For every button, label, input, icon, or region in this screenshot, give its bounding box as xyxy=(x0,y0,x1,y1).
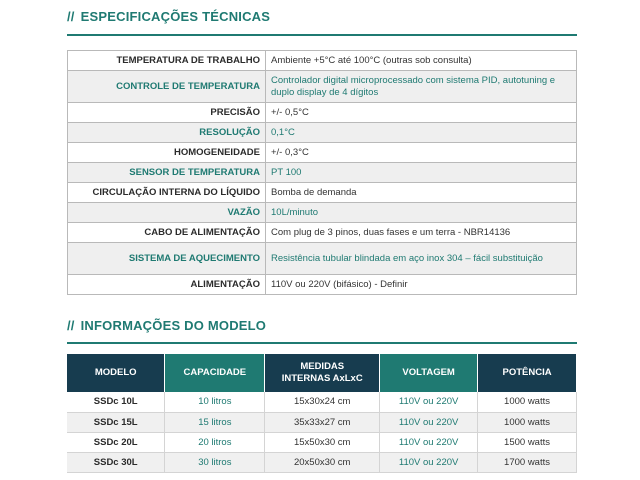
spec-row xyxy=(68,51,577,71)
specs-title-text: ESPECIFICAÇÕES TÉCNICAS xyxy=(80,9,271,24)
specs-table xyxy=(67,50,577,295)
capacity-cell: 20 litros xyxy=(165,432,265,452)
spec-value: Ambiente +5°C até 100°C (outras sob consulta) xyxy=(266,51,577,71)
table-row xyxy=(67,392,577,412)
model-cell: SSDc 20L xyxy=(67,432,165,452)
header-dimensions: MEDIDAS INTERNAS AxLxC xyxy=(265,354,380,392)
section-slashes: // xyxy=(67,318,75,333)
spec-label: PRECISÃO xyxy=(68,103,266,123)
spec-value: Com plug de 3 pinos, duas fases e um terra - NBR14136 xyxy=(266,223,577,243)
spec-label: SENSOR DE TEMPERATURA xyxy=(68,163,266,183)
spec-row xyxy=(68,103,577,123)
header-model: MODELO xyxy=(67,354,165,392)
spec-row xyxy=(68,183,577,203)
spec-row xyxy=(68,203,577,223)
model-table xyxy=(67,354,577,473)
specs-section-title xyxy=(67,9,270,24)
spec-row xyxy=(68,123,577,143)
section-slashes: // xyxy=(67,9,75,24)
power-cell: 1000 watts xyxy=(478,392,577,412)
spec-value: 0,1°C xyxy=(266,123,577,143)
spec-row xyxy=(68,163,577,183)
dims-cell: 35x33x27 cm xyxy=(265,412,380,432)
model-cell: SSDc 10L xyxy=(67,392,165,412)
capacity-cell: 10 litros xyxy=(165,392,265,412)
power-cell: 1000 watts xyxy=(478,412,577,432)
voltage-cell: 110V ou 220V xyxy=(380,452,478,472)
spec-value: Controlador digital microprocessado com sistema PID, autotuning e duplo display de 4 dígitos xyxy=(266,71,577,103)
spec-label: HOMOGENEIDADE xyxy=(68,143,266,163)
spec-label: VAZÃO xyxy=(68,203,266,223)
voltage-cell: 110V ou 220V xyxy=(380,412,478,432)
model-section-title xyxy=(67,318,266,333)
voltage-cell: 110V ou 220V xyxy=(380,432,478,452)
spec-value: 110V ou 220V (bifásico) - Definir xyxy=(266,275,577,295)
power-cell: 1500 watts xyxy=(478,432,577,452)
dims-cell: 15x50x30 cm xyxy=(265,432,380,452)
section-divider xyxy=(67,34,577,36)
spec-label: CABO DE ALIMENTAÇÃO xyxy=(68,223,266,243)
table-row xyxy=(67,432,577,452)
dims-cell: 20x50x30 cm xyxy=(265,452,380,472)
spec-label: ALIMENTAÇÃO xyxy=(68,275,266,295)
header-power: POTÊNCIA xyxy=(478,354,577,392)
model-title-text: INFORMAÇÕES DO MODELO xyxy=(80,318,267,333)
power-cell: 1700 watts xyxy=(478,452,577,472)
spec-value: Resistência tubular blindada em aço inox 304 – fácil substituição xyxy=(266,243,577,275)
spec-value: +/- 0,3°C xyxy=(266,143,577,163)
spec-label: RESOLUÇÃO xyxy=(68,123,266,143)
voltage-cell: 110V ou 220V xyxy=(380,392,478,412)
model-cell: SSDc 30L xyxy=(67,452,165,472)
table-row xyxy=(67,412,577,432)
spec-label: SISTEMA DE AQUECIMENTO xyxy=(68,243,266,275)
spec-value: +/- 0,5°C xyxy=(266,103,577,123)
spec-value: PT 100 xyxy=(266,163,577,183)
spec-row xyxy=(68,275,577,295)
capacity-cell: 30 litros xyxy=(165,452,265,472)
spec-value: 10L/minuto xyxy=(266,203,577,223)
spec-row xyxy=(68,223,577,243)
section-divider xyxy=(67,342,577,344)
header-capacity: CAPACIDADE xyxy=(165,354,265,392)
spec-row xyxy=(68,143,577,163)
capacity-cell: 15 litros xyxy=(165,412,265,432)
spec-row xyxy=(68,243,577,275)
spec-value: Bomba de demanda xyxy=(266,183,577,203)
spec-label: CIRCULAÇÃO INTERNA DO LÍQUIDO xyxy=(68,183,266,203)
spec-label: TEMPERATURA DE TRABALHO xyxy=(68,51,266,71)
dims-cell: 15x30x24 cm xyxy=(265,392,380,412)
spec-row xyxy=(68,71,577,103)
model-cell: SSDc 15L xyxy=(67,412,165,432)
spec-label: CONTROLE DE TEMPERATURA xyxy=(68,71,266,103)
model-header-row xyxy=(67,354,577,392)
table-row xyxy=(67,452,577,472)
header-voltage: VOLTAGEM xyxy=(380,354,478,392)
